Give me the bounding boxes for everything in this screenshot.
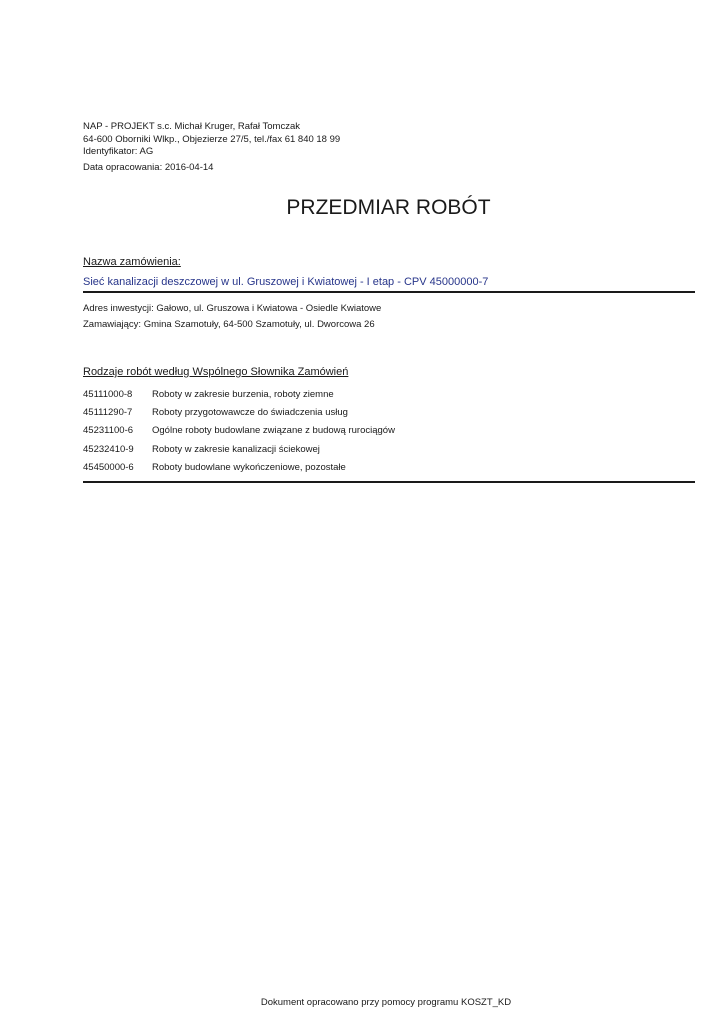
divider-bottom — [83, 481, 695, 483]
work-code: 45232410-9 — [83, 444, 134, 455]
work-code: 45111290-7 — [83, 407, 133, 418]
date-line: Data opracowania: 2016-04-14 — [83, 162, 214, 173]
divider-top — [83, 291, 695, 293]
order-label: Nazwa zamówienia: — [83, 256, 181, 268]
work-description: Roboty budowlane wykończeniowe, pozostałe — [152, 462, 346, 473]
investment-client: Zamawiający: Gmina Szamotuły, 64-500 Szamotuły, ul. Dworcowa 26 — [83, 319, 375, 330]
address-line: 64-600 Oborniki Wlkp., Objezierze 27/5, tel./fax 61 840 18 99 — [83, 134, 341, 145]
footer-note: Dokument opracowano przy pomocy programu KOSZT_KD — [260, 997, 512, 1008]
company-line: NAP - PROJEKT s.c. Michał Kruger, Rafał Tomczak — [83, 121, 300, 132]
work-code: 45231100-6 — [83, 425, 134, 436]
work-code: 45450000-6 — [83, 462, 134, 473]
order-name: Sieć kanalizacji deszczowej w ul. Gruszowej i Kwiatowej - I etap - CPV 45000000-7 — [83, 276, 489, 288]
work-code: 45111000-8 — [83, 389, 133, 400]
work-description: Roboty w zakresie kanalizacji ściekowej — [152, 444, 320, 455]
page-title: PRZEDMIAR ROBÓT — [286, 196, 491, 219]
works-heading: Rodzaje robót według Wspólnego Słownika Zamówień — [83, 366, 349, 378]
identifier-line: Identyfikator: AG — [83, 146, 154, 157]
investment-address: Adres inwestycji: Gałowo, ul. Gruszowa i Kwiatowa - Osiedle Kwiatowe — [83, 303, 382, 314]
work-description: Roboty przygotowawcze do świadczenia usług — [152, 407, 348, 418]
work-description: Roboty w zakresie burzenia, roboty ziemne — [152, 389, 334, 400]
work-description: Ogólne roboty budowlane związane z budową rurociągów — [152, 425, 395, 436]
